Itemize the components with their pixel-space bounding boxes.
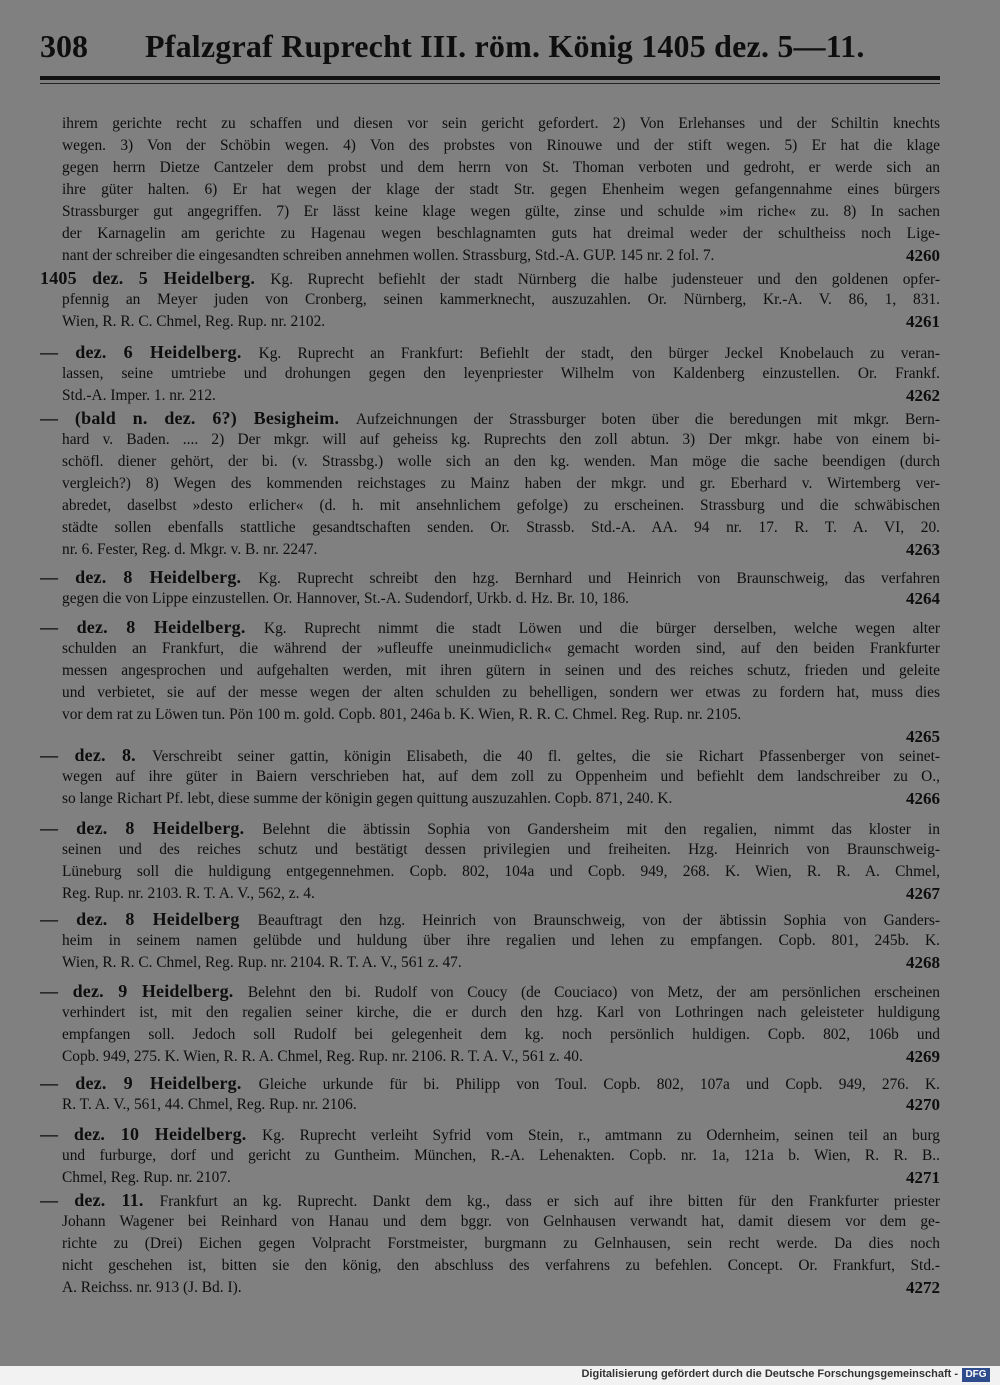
header-rule — [40, 76, 940, 80]
entry-line — [40, 744, 940, 766]
header-rule-thin — [40, 83, 940, 84]
entry-text: und furburge, dorf und gericht zu Guntheim. München, R.-A. Lehenakten. Copb. nr. 1a, 121a b. Wien, R. R. B.. — [62, 1147, 940, 1164]
page-number: 308 — [40, 28, 88, 64]
entry-line — [62, 113, 940, 135]
entry-line — [40, 1072, 940, 1094]
entry-number: 4265 — [906, 727, 940, 746]
entry-text: Wien, R. R. C. Chmel, Reg. Rup. nr. 2102. — [62, 313, 326, 330]
entry-text: Copb. 949, 275. K. Wien, R. R. A. Chmel, Reg. Rup. nr. 2106. R. T. A. V., 561 z. 40. — [62, 1048, 583, 1065]
entry-line — [62, 495, 940, 517]
entry-text: wegen. 3) Von der Schöbin wegen. 4) Von des probstes von Rinouwe und der stift wegen. 5) Er hat die klage — [62, 137, 940, 154]
entry-line — [62, 1233, 940, 1255]
entry-date: — dez. 9 Heidelberg. — [40, 981, 248, 1001]
entry-line — [62, 883, 940, 905]
entry-text: Aufzeichnungen der Strassburger boten über die beredungen mit mkgr. Bern- — [355, 411, 940, 428]
entry-line — [62, 289, 940, 311]
entry-text: nicht geschehen ist, bitten sie den könig, den abschluss des verfahrens zu befehlen. Concept. Or. Frankfurt, Std.- — [62, 1257, 940, 1274]
entry-text: wegen auf ihre güter in Baiern verschrieben hat, auf dem zoll zu Oppenheim und befiehlt dem landschreiber zu O., — [62, 768, 940, 785]
entry-text: seinen und des reiches schutz und bestätigt dessen privilegien und freiheiten. Hzg. Heinrich von Braunschweig- — [62, 841, 940, 858]
entry-text: Strassburger gut angegriffen. 7) Er lässt keine klage wegen gülte, zinse und schulde »im riche« zu. 8) In sachen — [62, 203, 940, 220]
entry-line — [40, 908, 940, 930]
entry-line — [62, 429, 940, 451]
entry-line — [62, 788, 940, 810]
entry-text: Beauftragt den hzg. Heinrich von Braunschweig, von der äbtissin Sophia von Ganders- — [257, 912, 940, 929]
entry-line — [62, 179, 940, 201]
entry-line — [62, 311, 940, 333]
entry-line — [62, 473, 940, 495]
entry-text: so lange Richart Pf. lebt, diese summe der königin gegen quittung auszuzahlen. Copb. 871, 240. K. — [62, 790, 673, 807]
entry-line — [62, 245, 940, 267]
entry-text: hard v. Baden. .... 2) Der mkgr. will auf geheiss kg. Ruprechts den zoll abtun. 3) Der mkgr. habe von einem bi- — [62, 431, 940, 448]
entry-number: 4272 — [906, 1278, 940, 1297]
entry-line — [62, 363, 940, 385]
entry-text: R. T. A. V., 561, 44. Chmel, Reg. Rup. nr. 2106. — [62, 1096, 357, 1113]
entry-line — [62, 451, 940, 473]
entry-line — [62, 952, 940, 974]
entry-number: 4261 — [906, 312, 940, 331]
entry-number: 4263 — [906, 540, 940, 559]
entry-line — [62, 1002, 940, 1024]
entry-line — [62, 766, 940, 788]
entry-line — [62, 660, 940, 682]
entry-text: Std.-A. Imper. 1. nr. 212. — [62, 387, 216, 404]
entry-text: empfangen soll. Jedoch soll Rudolf bei gelegenheit dem kg. noch persönlich huldigen. Copb. 802, 106b und — [62, 1026, 940, 1043]
entry-line — [62, 1255, 940, 1277]
entry-line — [62, 157, 940, 179]
entry-number: 4268 — [906, 953, 940, 972]
entry-text: nant der schreiber die eingesandten schreiben annehmen wollen. Strassburg, Std.-A. GUP. 145 nr. 2 fol. 7. — [62, 247, 715, 264]
entry-text: der Karnagelin am gerichte zu Hagenau wegen beschlagnamten guts hat dreimal weder der schultheiss noch Lige- — [62, 225, 940, 242]
entry-text: und verbietet, sie auf der messe wegen der alten schulden zu behelligen, sondern wer etwas zu fordern hat, muss dies — [62, 684, 940, 701]
entry-text: richte zu (Drei) Eichen gegen Volpracht Forstmeister, burgmann zu Gelnhausen, sein recht werde. Da dies noch — [62, 1235, 940, 1252]
dfg-logo: DFG — [962, 1368, 990, 1382]
entry-date: 1405 dez. 5 Heidelberg. — [40, 268, 271, 288]
entry-text: schulden an Frankfurt, die während der »ufleuffe uneinmudiclich« gemacht worden sind, auf den beiden Frankfurter — [62, 640, 940, 657]
entry-line — [62, 839, 940, 861]
entry-number: 4269 — [906, 1047, 940, 1066]
entry-text: Kg. Ruprecht nimmt die stadt Löwen und die bürger derselben, welche wegen alter — [263, 620, 940, 637]
entry-line — [62, 1094, 940, 1116]
entry-line — [62, 517, 940, 539]
entry-date: — dez. 8. — [40, 745, 153, 765]
footer-credit-bar — [0, 1366, 1000, 1385]
entry-number: 4271 — [906, 1168, 940, 1187]
entry-text: heim in seinem namen gelübde und huldung über ihre regalien und lehen zu empfangen. Copb. 801, 245b. K. — [62, 932, 940, 949]
entry-text: Wien, R. R. C. Chmel, Reg. Rup. nr. 2104. R. T. A. V., 561 z. 47. — [62, 954, 462, 971]
entry-line — [62, 638, 940, 660]
entry-text: Johann Wagener bei Reinhard von Hanau und dem bggr. von Gelnhausen verwandt hat, damit diesem vor dem ge- — [62, 1213, 940, 1230]
entry-text: A. Reichss. nr. 913 (J. Bd. I). — [62, 1279, 242, 1296]
running-title: Pfalzgraf Ruprecht III. röm. König 1405 dez. 5—11. — [145, 28, 865, 64]
entry-line — [62, 1046, 940, 1068]
entry-line — [62, 1277, 940, 1299]
entry-text: Belehnt die äbtissin Sophia von Gandersheim mit den regalien, nimmt das kloster in — [262, 821, 940, 838]
entry-number: 4260 — [906, 246, 940, 265]
entry-text: Reg. Rup. nr. 2103. R. T. A. V., 562, z. 4. — [62, 885, 315, 902]
entry-number: 4264 — [906, 589, 940, 608]
entry-text: schöfl. diener gehört, der bi. (v. Strassbg.) wolle sich an den kg. wenden. Man möge die sache beendigen (durch — [62, 453, 940, 470]
entry-line — [62, 223, 940, 245]
entry-text: Verschreibt seiner gattin, königin Elisabeth, die 40 fl. geltes, die sie Richart Pfassenberger von seinet- — [152, 748, 940, 765]
entry-text: ihrem gerichte recht zu schaffen und diesen vor sein gericht gefordert. 2) Von Erlehanses und der Schiltin knechts — [62, 115, 940, 132]
entry-line — [40, 980, 940, 1002]
entry-text: Kg. Ruprecht verleiht Syfrid vom Stein, r., amtmann zu Odernheim, seinen teil an burg — [262, 1127, 940, 1144]
entry-text: Gleiche urkunde für bi. Philipp von Toul. Copb. 802, 107a und Copb. 949, 276. K. — [258, 1076, 940, 1093]
entry-text: pfennig an Meyer juden von Cronberg, seinen kammerknecht, auszuzahlen. Or. Nürnberg, Kr.-A. V. 86, 1, 831. — [62, 291, 940, 308]
entry-line — [62, 1145, 940, 1167]
entry-date: — dez. 10 Heidelberg. — [40, 1124, 263, 1144]
entry-text: lassen, seine umtriebe und drohungen gegen den leyenpriester Wilhelm von Kaldenberg einzustellen. Or. Frankf. — [62, 365, 940, 382]
entry-line — [40, 407, 940, 429]
entry-line — [40, 1123, 940, 1145]
entry-date: — dez. 8 Heidelberg. — [40, 818, 263, 838]
entry-text: vergleich?) 8) Wegen des kommenden reichstages zu Mainz haben der mkgr. und gr. Eberhard v. Wirtemberg ver- — [62, 475, 940, 492]
entry-text: Belehnt den bi. Rudolf von Coucy (de Couciaco) von Metz, der am persönlichen erscheinen — [247, 984, 940, 1001]
entry-date: — dez. 11. — [40, 1190, 160, 1210]
entry-line — [62, 1211, 940, 1233]
entry-text: Chmel, Reg. Rup. nr. 2107. — [62, 1169, 231, 1186]
entry-text: Kg. Ruprecht an Frankfurt: Befiehlt der stadt, den bürger Jeckel Knobelauch zu veran- — [258, 345, 940, 362]
entry-date: — (bald n. dez. 6?) Besigheim. — [40, 408, 356, 428]
entry-line — [62, 930, 940, 952]
entry-line — [40, 341, 940, 363]
entry-text: gegen herrn Dietze Cantzeler dem probst und dem herrn von St. Thoman verboten und gedroht, er werde sich an — [62, 159, 940, 176]
entry-line — [62, 135, 940, 157]
entry-line — [62, 588, 940, 610]
entry-text: messen angesprochen und aufgehalten werden, mit ihren gütern in seinen und des reiches schutz, frieden und geleite — [62, 662, 940, 679]
entry-text: abredet, daselbst »desto erlicher« (d. h. mit ansehnlichem gefolge) zu erscheinen. Strassburg und die schwäbischen — [62, 497, 940, 514]
entry-text: verhindert ist, mit den regalien seiner kirche, die er durch den hzg. Karl von Lothringen nach geleisteter huldigung — [62, 1004, 940, 1021]
entry-line — [62, 201, 940, 223]
entry-text: Frankfurt an kg. Ruprecht. Dankt dem kg., dass er sich auf ihre bitten für den Frankfurter priester — [159, 1193, 940, 1210]
entry-line — [40, 616, 940, 638]
entry-text: Lüneburg soll die huldigung entgegennehmen. Copb. 802, 104a und Copb. 949, 268. K. Wien, R. R. A. Chmel, — [62, 863, 940, 880]
entry-date: — dez. 9 Heidelberg. — [40, 1073, 259, 1093]
entry-number: 4267 — [906, 884, 940, 903]
entry-text: ihre güter halten. 6) Er hat wegen der klage der stadt Str. gegen Ehenheim wegen gefangennahme eines bürgers — [62, 181, 940, 198]
entry-number: 4266 — [906, 789, 940, 808]
entry-number: 4262 — [906, 386, 940, 405]
entry-line — [62, 1024, 940, 1046]
entry-text: vor dem rat zu Löwen tun. Pön 100 m. gold. Copb. 801, 246a b. K. Wien, R. R. C. Chmel. Reg. Rup. nr. 2105. — [62, 706, 742, 723]
entry-line — [62, 861, 940, 883]
entry-line — [40, 817, 940, 839]
entry-text: städte sollen ebenfalls stattliche gesandtschaften senden. Or. Strassb. Std.-A. AA. 94 nr. 17. R. T. A. VI, 20. — [62, 519, 940, 536]
entry-date: — dez. 6 Heidelberg. — [40, 342, 259, 362]
entry-date: — dez. 8 Heidelberg — [40, 909, 258, 929]
entry-line — [62, 385, 940, 407]
entry-line — [40, 267, 940, 289]
entry-number: 4270 — [906, 1095, 940, 1114]
funding-credit: Digitalisierung gefördert durch die Deutsche Forschungsgemeinschaft - — [581, 1368, 958, 1380]
page-header — [40, 28, 940, 76]
entry-line — [40, 1189, 940, 1211]
entry-line — [62, 539, 940, 561]
entry-line — [62, 1167, 940, 1189]
entry-line — [62, 682, 940, 704]
entry-text: Kg. Ruprecht befiehlt der stadt Nürnberg die halbe judensteuer und den goldenen opfer- — [270, 271, 940, 288]
entry-date: — dez. 8 Heidelberg. — [40, 617, 264, 637]
entry-line — [62, 704, 940, 726]
entry-text: Kg. Ruprecht schreibt den hzg. Bernhard und Heinrich von Braunschweig, das verfahren — [258, 570, 940, 587]
entry-text: nr. 6. Fester, Reg. d. Mkgr. v. B. nr. 2247. — [62, 541, 318, 558]
entry-line — [40, 566, 940, 588]
entry-date: — dez. 8 Heidelberg. — [40, 567, 259, 587]
entry-text: gegen die von Lippe einzustellen. Or. Hannover, St.-A. Sudendorf, Urkb. d. Hz. Br. 10, 186. — [62, 590, 630, 607]
